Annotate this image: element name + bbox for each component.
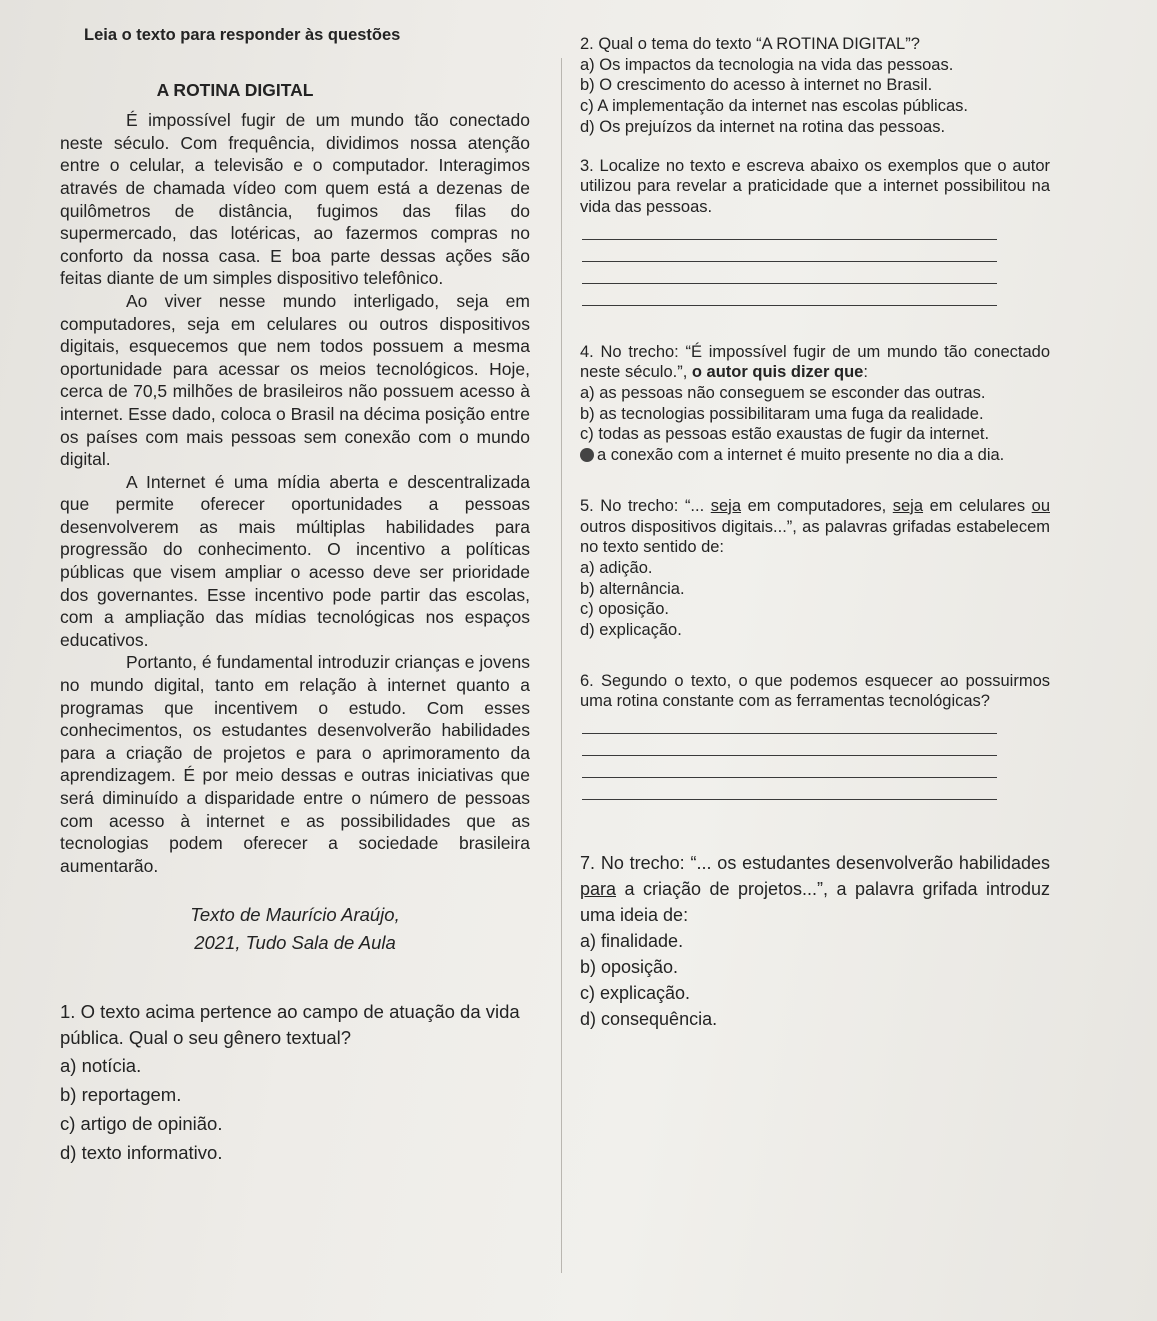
article-title: A ROTINA DIGITAL — [156, 79, 314, 100]
answer-line[interactable] — [582, 734, 997, 756]
spacer — [580, 138, 1050, 156]
spacer — [580, 641, 1050, 671]
spacer — [580, 466, 1050, 496]
q5-option-b[interactable]: b) alternância. — [580, 579, 685, 598]
q5-underlined-word: ou — [1031, 496, 1050, 515]
answer-line[interactable] — [582, 284, 997, 306]
source-publication: 2021, Tudo Sala de Aula — [194, 932, 396, 954]
q5-underlined-word: seja — [710, 496, 742, 515]
q5-option-a[interactable]: a) adição. — [580, 558, 653, 577]
answer-line[interactable] — [582, 778, 997, 800]
q4-option-a[interactable]: a) as pessoas não conseguem se esconder das outras. — [580, 384, 986, 403]
answer-line[interactable] — [582, 218, 997, 240]
q4-option-b[interactable]: b) as tecnologias possibilitaram uma fuga da realidade. — [580, 404, 984, 423]
q7-option-c[interactable]: c) explicação. — [580, 983, 691, 1004]
q4-option-d[interactable] — [580, 445, 1050, 466]
right-column — [580, 34, 1050, 1032]
question-2: 2. Qual o tema do texto “A ROTINA DIGITAL”? — [580, 35, 920, 53]
q7-option-b[interactable]: b) oposição. — [580, 957, 679, 978]
q2-option-a[interactable]: a) Os impactos da tecnologia na vida das pessoas. — [580, 55, 954, 74]
q4-text-end: : — [863, 363, 868, 382]
q4-option-c[interactable]: c) todas as pessoas estão exaustas de fugir da internet. — [580, 425, 990, 444]
q5-text: 5. No trecho: “... — [580, 496, 711, 515]
q5-option-c[interactable]: c) oposição. — [580, 600, 669, 619]
marked-answer-icon — [580, 448, 594, 462]
answer-line[interactable] — [582, 712, 997, 734]
question-7 — [580, 850, 1050, 928]
question-1: 1. O texto acima pertence ao campo de atuação da vida pública. Qual o seu gênero textual? — [60, 1001, 520, 1049]
q4-text-start: 4. No trecho: “É impossível fugir de um mundo tão conectado neste século.”, — [580, 342, 1050, 382]
q7-option-a[interactable]: a) finalidade. — [580, 931, 684, 952]
q1-option-c[interactable]: c) artigo de opinião. — [60, 1113, 223, 1135]
question-7-block — [580, 850, 1050, 1032]
left-column — [60, 24, 530, 1167]
article-paragraph-3: A Internet é uma mídia aberta e descentralizada que permite oferecer oportunidades a pessoas desenvolverem as mais múltiplas habilidades para progressão do conhecimento. O incentivo a políticas públicas que visem ampliar o acesso deve ser prioridade dos governantes. Esse incentivo pode partir das escolas, com a ampliação das mídias tecnológicas nos espaços educativos. — [60, 471, 530, 650]
q7-underlined-word: para — [580, 879, 617, 900]
q5-underlined-word: seja — [892, 496, 924, 515]
q1-option-b[interactable]: b) reportagem. — [60, 1084, 182, 1106]
question-5-block — [580, 496, 1050, 641]
q4-text-bold: o autor quis dizer que — [691, 363, 864, 382]
column-divider — [561, 58, 562, 1273]
question-3: 3. Localize no texto e escreva abaixo os exemplos que o autor utilizou para revelar a praticidade que a internet possibilitou na vida das pessoas. — [580, 156, 1050, 216]
q5-text: em computadores, — [741, 496, 893, 515]
answer-line[interactable] — [582, 756, 997, 778]
q7-option-d[interactable]: d) consequência. — [580, 1009, 718, 1030]
question-4 — [580, 342, 1050, 383]
q5-text: outros dispositivos digitais...”, as palavras grifadas estabelecem no texto sentido de: — [580, 517, 1050, 557]
source-author: Texto de Maurício Araújo, — [190, 904, 400, 926]
question-2-block — [580, 34, 1050, 138]
q2-option-d[interactable]: d) Os prejuízos da internet na rotina das pessoas. — [580, 117, 946, 136]
q2-option-b[interactable]: b) O crescimento do acesso à internet no Brasil. — [580, 76, 933, 95]
question-5 — [580, 496, 1050, 558]
q5-text: em celulares — [923, 496, 1032, 515]
q1-option-a[interactable]: a) notícia. — [60, 1055, 142, 1077]
question-3-block — [580, 156, 1050, 306]
answer-line[interactable] — [582, 262, 997, 284]
q2-option-c[interactable]: c) A implementação da internet nas escolas públicas. — [580, 97, 968, 116]
question-6-block — [580, 671, 1050, 800]
q5-option-d[interactable]: d) explicação. — [580, 621, 682, 640]
article-source — [60, 901, 530, 957]
answer-line[interactable] — [582, 240, 997, 262]
article-paragraph-2: Ao viver nesse mundo interligado, seja em computadores, seja em celulares ou outros dispositivos digitais, esquecemos que nem todos possuem a mesma oportunidade para acessar os meios tecnológicos. Hoje, cerca de 70,5 milhões de brasileiros não possuem acesso à internet. Esse dado, coloca o Brasil na décima posição entre os países com mais pessoas sem conexão com o mundo digital. — [60, 290, 530, 470]
q7-text: a criação de projetos...”, a palavra grifada introduz uma ideia de: — [580, 879, 1050, 926]
q7-text: 7. No trecho: “... os estudantes desenvolverão habilidades — [580, 853, 1050, 874]
article-paragraph-1: É impossível fugir de um mundo tão conectado neste século. Com frequência, dividimos nossa atenção entre o celular, a televisão e o computador. Interagimos através de chamada vídeo com quem está a dezenas de quilômetros de distância, fugimos das filas do supermercado, das lotéricas, ao fazermos compras no conforto da nossa casa. E boa parte dessas ações são feitas diante de um simples dispositivo telefônico. — [60, 110, 530, 289]
q1-option-d[interactable]: d) texto informativo. — [60, 1142, 223, 1164]
q4-option-d-text: a conexão com a internet é muito presente no dia a dia. — [597, 446, 1005, 465]
spacer — [580, 800, 1050, 850]
article-paragraph-4: Portanto, é fundamental introduzir crianças e jovens no mundo digital, tanto em relação à internet quanto a programas que incentivem o estudo. Com esses conhecimentos, os estudantes desenvolverão habilidades para a criação de projetos e para o aprimoramento da aprendizagem. É por meio dessas e outras iniciativas que será diminuído a disparidade entre o número de pessoas com acesso à internet e as possibilidades que as tecnologias podem oferecer a sociedade brasileira aumentarão. — [60, 652, 530, 876]
spacer — [580, 306, 1050, 342]
instructions-header: Leia o texto para responder às questões — [84, 26, 401, 44]
question-6: 6. Segundo o texto, o que podemos esquecer ao possuirmos uma rotina constante com as ferramentas tecnológicas? — [580, 671, 1050, 711]
question-4-block — [580, 342, 1050, 466]
